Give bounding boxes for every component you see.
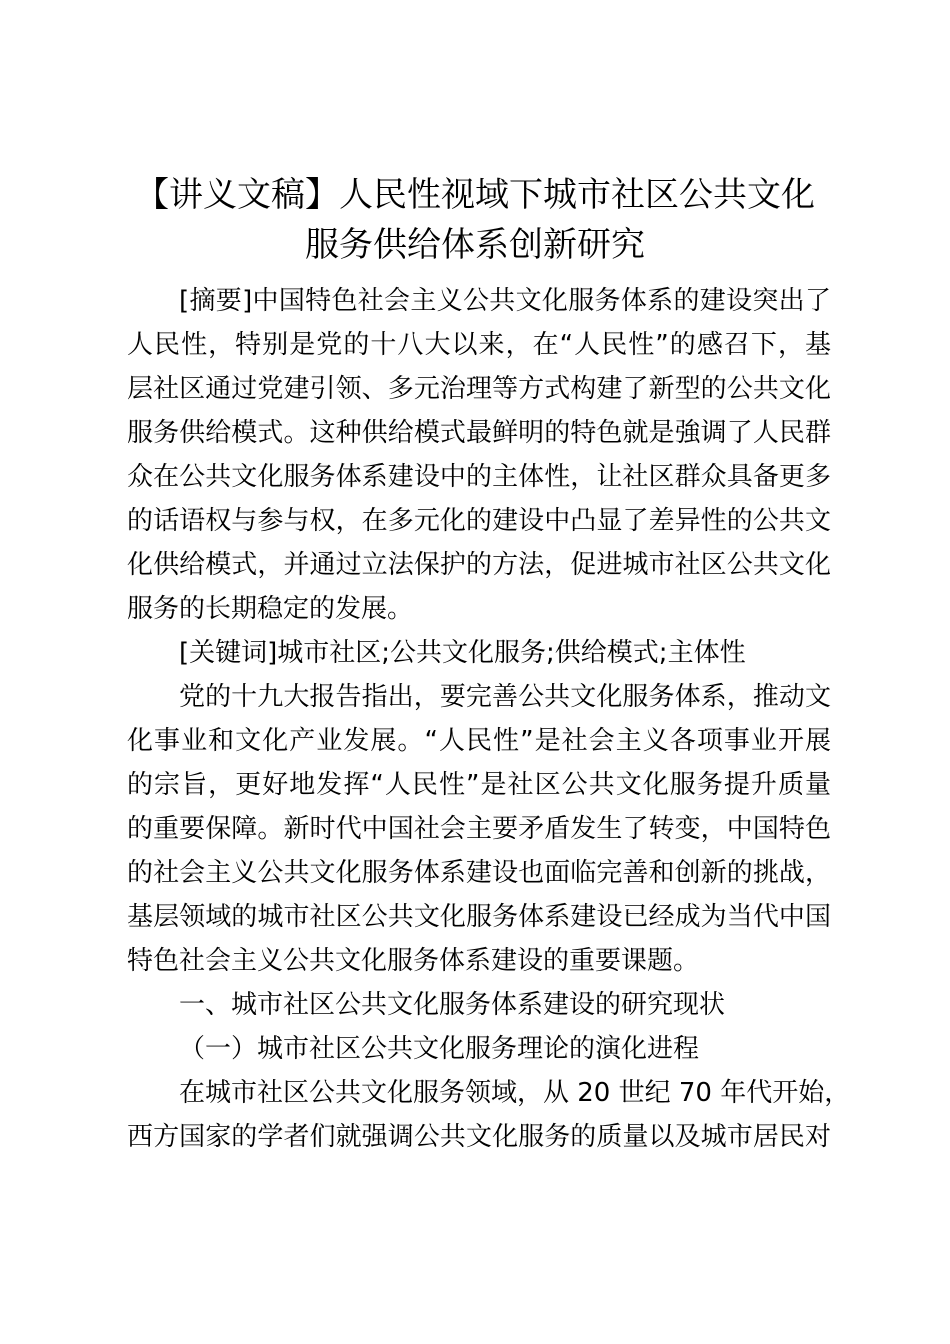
paragraph-line: 基层领域的城市社区公共文化服务体系建设已经成为当代中国: [127, 902, 831, 932]
abstract-line: 众在公共文化服务体系建设中的主体性，让社区群众具备更多: [127, 462, 831, 492]
paragraph-line: 西方国家的学者们就强调公共文化服务的质量以及城市居民对: [127, 1122, 831, 1152]
abstract-line: 人民性，特别是党的十八大以来，在“人民性”的感召下，基: [127, 330, 831, 360]
abstract-line: 服务的长期稳定的发展。: [127, 594, 414, 624]
paragraph-line: 在城市社区公共文化服务领域，从 20 世纪 70 年代开始，: [179, 1078, 851, 1108]
paragraph-line: 党的十九大报告指出，要完善公共文化服务体系，推动文: [179, 682, 831, 712]
abstract-line: 的话语权与参与权，在多元化的建设中凸显了差异性的公共文: [127, 506, 831, 536]
paragraph-line: 特色社会主义公共文化服务体系建设的重要课题。: [127, 946, 700, 976]
subsection-heading: （一）城市社区公共文化服务理论的演化进程: [179, 1034, 700, 1064]
abstract-line: 化供给模式，并通过立法保护的方法，促进城市社区公共文化: [127, 550, 831, 580]
paragraph-line: 的社会主义公共文化服务体系建设也面临完善和创新的挑战，: [127, 858, 831, 888]
document-title-line-2: 服务供给体系创新研究: [305, 225, 645, 265]
abstract-line: [摘要]中国特色社会主义公共文化服务体系的建设突出了: [179, 286, 831, 316]
abstract-line: 服务供给模式。这种供给模式最鲜明的特色就是強调了人民群: [127, 418, 831, 448]
paragraph-line: 的宗旨，更好地发挥“人民性”是社区公共文化服务提升质量: [127, 770, 831, 800]
paragraph-line: 化事业和文化产业发展。“人民性”是社会主义各项事业开展: [127, 726, 831, 756]
abstract-line: 层社区通过党建引领、多元治理等方式构建了新型的公共文化: [127, 374, 831, 404]
document-title-line-1: 【讲义文稿】人民性视域下城市社区公共文化: [135, 175, 815, 215]
paragraph-line: 的重要保障。新时代中国社会主要矛盾发生了转变，中国特色: [127, 814, 831, 844]
section-heading: 一、城市社区公共文化服务体系建设的研究现状: [179, 990, 726, 1020]
keywords-line: [关键词]城市社区;公共文化服务;供给模式;主体性: [179, 638, 746, 668]
